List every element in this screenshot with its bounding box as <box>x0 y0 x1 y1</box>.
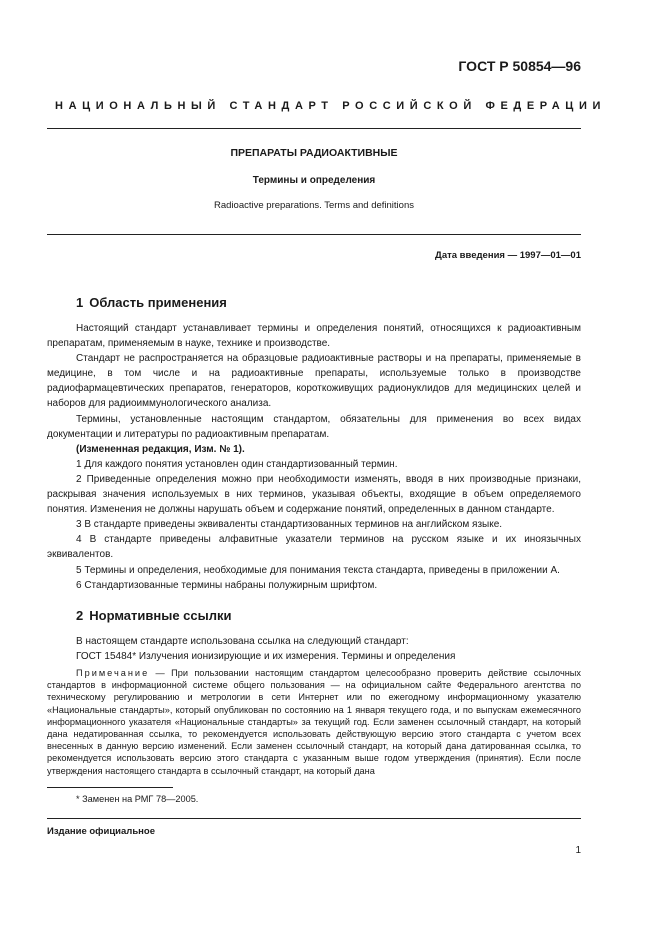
footnote-divider <box>47 787 173 788</box>
top-divider <box>47 128 581 129</box>
section-1-number: 1 <box>76 295 84 310</box>
paragraph: 2 Приведенные определения можно при необходимости изменять, вводя в них производные признаки, раскрывая значения используемых в них терминов, указывая объекты, входящие в объем определяемого понятия. Изменения не должны нарушать объем и содержание понятий, определенных в данном стандарте. <box>47 473 581 516</box>
section-1-title: Область применения <box>89 295 227 310</box>
english-title: Radioactive preparations. Terms and definitions <box>214 200 414 211</box>
section-2-body <box>47 634 581 664</box>
paragraph: 6 Стандартизованные термины набраны полужирным шрифтом. <box>76 579 378 591</box>
section-2-title: Нормативные ссылки <box>89 608 232 623</box>
paragraph: В настоящем стандарте использована ссылка на следующий стандарт: <box>76 636 409 647</box>
official-edition-label: Издание официальное <box>47 826 155 837</box>
footer-divider <box>47 818 581 819</box>
paragraph: 1 Для каждого понятия установлен один стандартизованный термин. <box>76 458 398 470</box>
title-divider <box>47 234 581 235</box>
introduction-date: Дата введения — 1997—01—01 <box>435 250 581 261</box>
document-title: ПРЕПАРАТЫ РАДИОАКТИВНЫЕ <box>230 147 398 159</box>
footnote: * Заменен на РМГ 78—2005. <box>76 794 199 804</box>
document-number: ГОСТ Р 50854—96 <box>458 58 581 74</box>
paragraph: 3 В стандарте приведены эквиваленты стандартизованных терминов на английском языке. <box>76 519 503 531</box>
amendment-note <box>47 442 581 457</box>
paragraph: Настоящий стандарт устанавливает термины и определения понятий, относящихся к радиоактивным препаратам, применяемым в науке, технике и производстве. <box>47 323 581 350</box>
section-1-body <box>47 321 581 593</box>
note-label: Примечание <box>76 668 150 678</box>
paragraph: Стандарт не распространяется на образцовые радиоактивные растворы и на препараты, применяемые в медицине, в том числе и на радиоактивные препараты, используемые только в производстве радиофармацевтических препаратов, генераторов, короткоживущих радионуклидов для медицинских целей и наборов для радиоиммунологического анализа. <box>47 353 581 410</box>
paragraph: 4 В стандарте приведены алфавитные указатели терминов на русском языке и их иноязычных эквивалентов. <box>47 534 581 561</box>
section-1-heading <box>76 295 227 310</box>
national-standard-heading: НАЦИОНАЛЬНЫЙ СТАНДАРТ РОССИЙСКОЙ ФЕДЕРАЦИИ <box>55 100 606 112</box>
document-subtitle: Термины и определения <box>252 175 376 186</box>
section-2-number: 2 <box>76 608 84 623</box>
section-2-heading <box>76 608 231 623</box>
note-block <box>47 667 581 777</box>
paragraph: Термины, установленные настоящим стандартом, обязательны для применения во всех видах документации и литературы по радиоактивным препаратам. <box>47 413 581 440</box>
note-text: — При пользовании настоящим стандартом целесообразно проверить действие ссылочных стандартов в информационной системе общего пользования — на официальном сайте Федерального агентства по техническому регулированию и метрологии в сети Интернет или по ежегодному информационному указателю «Национальные стандарты», который опубликован по состоянию на 1 января текущего года, и по выпускам ежемесячного информационного указателя «Национальные стандарты» за текущий год. Если заменен ссылочный стандарт, на который дана недатированная ссылка, то рекомендуется использовать действующую версию этого стандарта с учетом всех внесенных в данную версию изменений. Если заменен ссылочный стандарт, на который дана датированная ссылка, то рекомендуется использовать версию этого стандарта с указанным выше годом утверждения (принятия). Если после утверждения настоящего стандарта в ссылочный стандарт, на который дана <box>47 668 581 776</box>
referenced-standard: ГОСТ 15484* Излучения ионизирующие и их измерения. Термины и определения <box>76 651 456 663</box>
page-number: 1 <box>575 845 581 856</box>
amendment-text: (Измененная редакция, Изм. № 1). <box>76 443 245 455</box>
paragraph: 5 Термины и определения, необходимые для понимания текста стандарта, приведены в приложении А. <box>76 564 560 576</box>
note-paragraph <box>47 667 581 777</box>
